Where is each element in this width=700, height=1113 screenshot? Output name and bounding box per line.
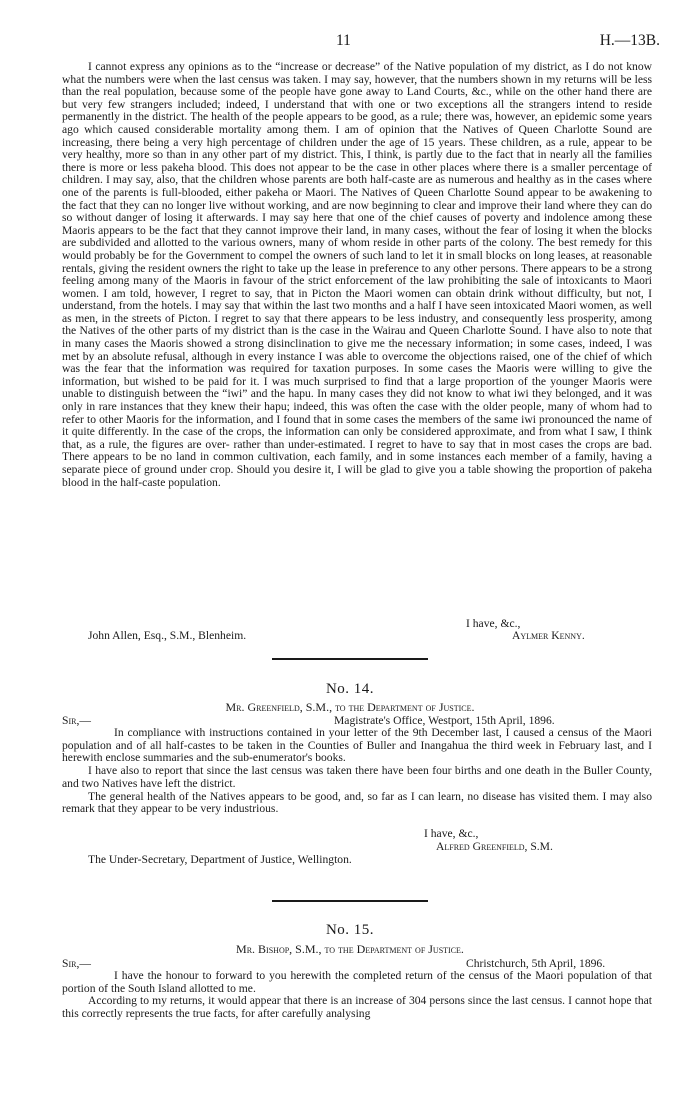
section-15-title: No. 15. <box>325 922 375 938</box>
section-15-paragraph-1: I have the honour to forward to you herewith the completed return of the census of the Maori population of that portion of the South Island allotted to me. <box>62 969 652 995</box>
section-14-title: No. 14. <box>325 681 375 697</box>
section-14-signature: Alfred Greenfield, S.M. <box>436 840 553 853</box>
section-14-paragraph-2: I have also to report that since the last census was taken there have been four births and one death in the Buller County, and two Natives have left the district. <box>62 764 652 790</box>
section-divider <box>272 658 428 660</box>
letter-13-addressee: John Allen, Esq., S.M., Blenheim. <box>88 629 247 642</box>
letter-13-signature: Aylmer Kenny. <box>512 629 585 642</box>
section-15-paragraph-2: According to my returns, it would appear that there is an increase of 304 persons since the last census. I cannot hope that this correctly represents the true facts, for after carefully analysing <box>62 994 652 1021</box>
letter-13-closing: I have, &c., <box>466 617 521 630</box>
section-14-closing: I have, &c., <box>424 827 479 840</box>
letter-13-paragraph: I cannot express any opinions as to the “increase or decrease” of the Native population of my district, as I do not know what the numbers were when the last census was taken. I may say, however, that the numbers shown in my returns will be less than the real population, because some of the people have gone away to Land Courts, &c., while on the other hand there are but very few strangers included; indeed, I understand that with one or two exceptions all the strangers intend to reside permanently in the district. The health of the people appears to be good, as a rule; there was, however, an epidemic some years ago which caused considerable mortality among them. I am of opinion that the Natives of Queen Charlotte Sound are increasing, there being a very high percentage of children under the age of 15 years. These children, as a rule, appear to be very healthy, more so than in any other part of my district. This, I think, is partly due to the fact that in nearly all the families there is more or less pakeha blood. This does not appear to be the case in other places where there is a smaller percentage of children. I may say, also, that the children whose parents are both half-caste are as numerous and healthy as in the cases where one of the parents is full-blooded, either pakeha or Maori. The Natives of Queen Charlotte Sound appear to be awakening to the fact that they can no longer live without working, and are now beginning to clear and improve their land where they can do so without danger of losing it afterwards. I may say here that one of the chief causes of poverty and indolence among these Maoris appears to be the fact that they cannot improve their land, in many cases, without the fear of losing it when the blocks are subdivided and allotted to the various owners, many of whom reside in other parts of the colony. The best remedy for this would probably be for the Government to compel the owners of such land to let it in small blocks on long leases, at reasonable rentals, giving the resident owners the right to take up the lease in preference to any other persons. There appears to be a strong feeling among many of the Maoris in favour of the strict enforcement of the law prohibiting the sale of intoxicants to Maori women. I am told, however, I regret to say, that in Picton the Maori women can obtain drink without difficulty, but not, I understand, from the hotels. I may say that within the last two months and a half I have seen intoxicated Maori women, as well as men, in the streets of Picton. I regret to say that there appears to be less industry, and consequently less prosperity, among the Natives of the other parts of my district than is the case in the Wairau and Queen Charlotte Sound. I have also to note that in many cases the Maoris showed a strong disinclination to give me the necessary information; in some cases, indeed, I was met by an absolute refusal, although in every instance I was able to overcome the objections raised, one of the chief of which was the fear that the information was required for taxation purposes. In some cases the Maoris were willing to give the information, but wished to be paid for it. I was much surprised to find that a large proportion of the younger Maoris were unable to distinguish between the “iwi” and the hapu. In many cases they did not know to what iwi they belonged, and it was only in rare instances that they knew their hapu; indeed, this was often the case with the older people, many of whom had to refer to other Maoris for the information, and I found that in some cases the members of the same iwi pronounced the name of it quite differently. In the case of the crops, the information can only be considered approximate, and from what I saw, I think that, as a rule, the figures are over- rather than under-estimated. I regret to have to say that in most cases the crops are bad. There appears to be no land in common cultivation, each family, and in some instances each member of a family, having a separate piece of ground under crop. Should you desire it, I will be glad to give you a table showing the proportion of pakeha blood in the half-caste population. <box>62 60 652 489</box>
section-14-body <box>62 727 652 816</box>
section-14-subtitle: Mr. Greenfield, S.M., to the Department of Justice. <box>225 700 475 714</box>
section-14-salutation: Sir,— <box>62 714 91 727</box>
section-divider <box>272 900 428 902</box>
section-14-paragraph-1: In compliance with instructions contained in your letter of the 9th December last, I caused a census of the Maori population and of all half-castes to be taken in the Counties of Buller and Inangahua the third week in February last, and I herewith enclose summaries and the sub-enumerator's books. <box>62 726 652 765</box>
document-reference: H.—13B. <box>599 32 660 49</box>
page-number: 11 <box>336 32 351 49</box>
section-14-paragraph-3: The general health of the Natives appears to be good, and, so far as I can learn, no disease has visited them. I may also remark that they appear to be very industrious. <box>62 789 652 816</box>
section-15-subtitle: Mr. Bishop, S.M., to the Department of Justice. <box>236 942 464 956</box>
section-15-location-date: Christchurch, 5th April, 1896. <box>466 957 606 970</box>
section-15-salutation: Sir,— <box>62 957 91 970</box>
page-header <box>0 32 700 52</box>
section-15-body <box>62 970 652 1021</box>
section-14-location-date: Magistrate's Office, Westport, 15th April, 1896. <box>334 714 555 727</box>
letter-13-body <box>62 61 652 489</box>
section-14-addressee: The Under-Secretary, Department of Justice, Wellington. <box>88 853 352 866</box>
